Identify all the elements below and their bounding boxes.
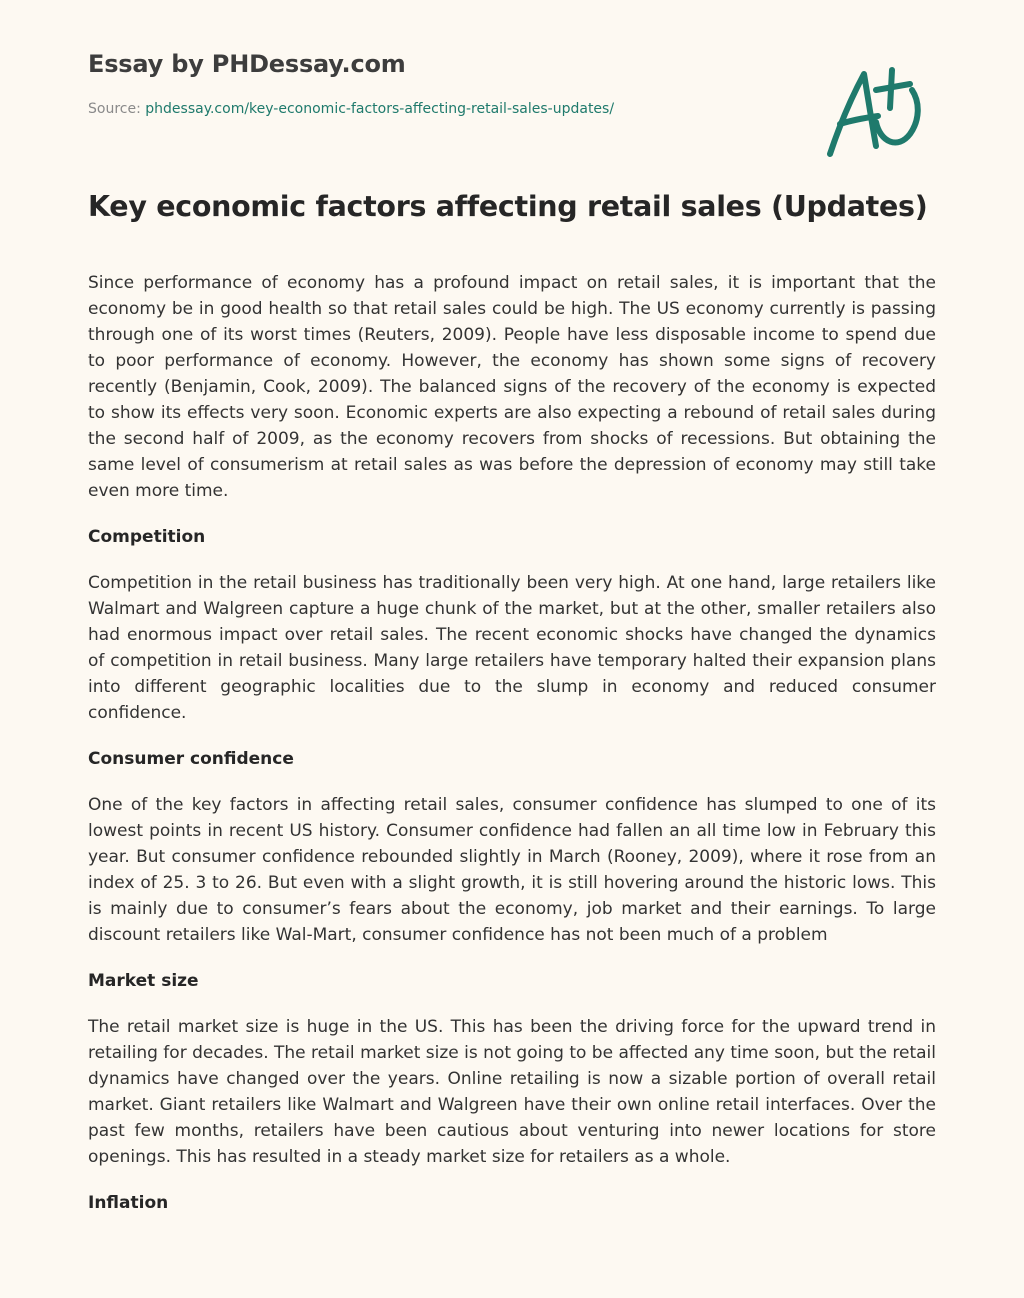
market-size-heading: Market size	[88, 971, 199, 991]
source-label: Source:	[88, 101, 146, 117]
site-brand[interactable]: Essay by PHDessay.com	[88, 50, 406, 78]
source-line	[88, 101, 614, 117]
a-plus-logo-icon	[818, 62, 928, 162]
market-size-paragraph: The retail market size is huge in the US. This has been the driving force for the upward trend in retailing for decades. The retail market size is not going to be affected any time soon, but the retail dynamics have changed over the years. Online retailing is now a sizable portion of overall retail market. Giant retailers like Walmart and Walgreen have their own online retail interfaces. Over the past few months, retailers have been cautious about venturing into newer locations for store openings. This has resulted in a steady market size for retailers as a whole.	[88, 1017, 936, 1167]
page-title: Key economic factors affecting retail sales (Updates)	[88, 190, 928, 223]
intro-paragraph: Since performance of economy has a profound impact on retail sales, it is important that the economy be in good health so that retail sales could be high. The US economy currently is passing through one of its worst times (Reuters, 2009). People have less disposable income to spend due to poor performance of economy. However, the economy has shown some signs of recovery recently (Benjamin, Cook, 2009). The balanced signs of the recovery of the economy is expected to show its effects very soon. Economic experts are also expecting a rebound of retail sales during the second half of 2009, as the economy recovers from shocks of recessions. But obtaining the same level of consumerism at retail sales as was before the depression of economy may still take even more time.	[88, 273, 936, 501]
essay-body	[88, 270, 936, 1213]
consumer-confidence-heading: Consumer confidence	[88, 749, 294, 769]
competition-heading: Competition	[88, 527, 206, 547]
competition-paragraph: Competition in the retail business has traditionally been very high. At one hand, large retailers like Walmart and Walgreen capture a huge chunk of the market, but at the other, smaller retailers also had enormous impact over retail sales. The recent economic shocks have changed the dynamics of competition in retail business. Many large retailers have temporary halted their expansion plans into different geographic localities due to the slump in economy and reduced consumer confidence.	[88, 573, 936, 723]
source-link[interactable]: phdessay.com/key-economic-factors-affecting-retail-sales-updates/	[145, 101, 615, 117]
consumer-confidence-paragraph: One of the key factors in affecting retail sales, consumer confidence has slumped to one of its lowest points in recent US history. Consumer confidence had fallen an all time low in February this year. But consumer confidence rebounded slightly in March (Rooney, 2009), where it rose from an index of 25. 3 to 26. But even with a slight growth, it is still hovering around the historic lows. This is mainly due to consumer’s fears about the economy, job market and their earnings. To large discount retailers like Wal-Mart, consumer confidence has not been much of a problem	[88, 795, 936, 945]
inflation-heading: Inflation	[88, 1193, 169, 1213]
